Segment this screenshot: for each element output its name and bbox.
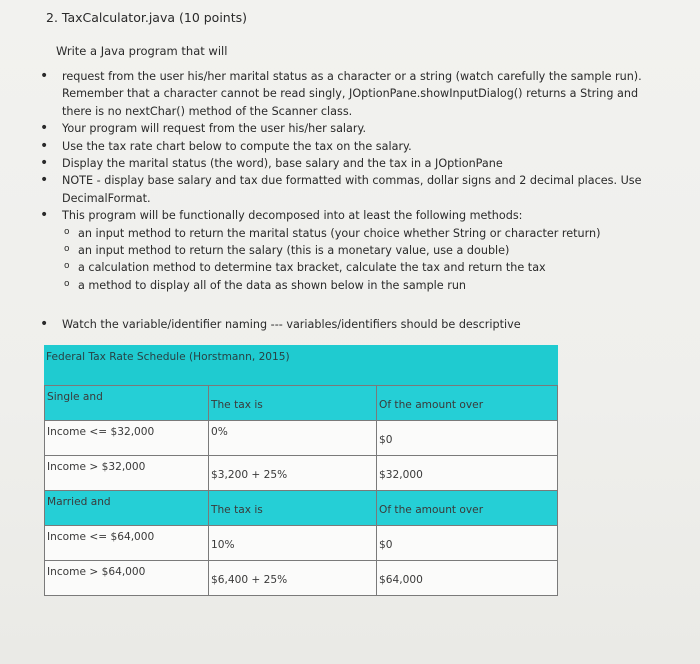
table-row xyxy=(45,456,558,491)
table-row xyxy=(45,421,558,456)
list-item: • request from the user his/her marital status as a character or a string (watch carefully the sample run). Remember that a character cannot be read singly, JOptionPane.showInputDialog() returns a String and there is no nextChar() method of the Scanner class. xyxy=(62,68,662,120)
cell-text: $0 xyxy=(379,539,393,551)
table-cell xyxy=(377,526,558,561)
table-cell: Income <= $32,000 xyxy=(45,421,209,456)
cell-text: $0 xyxy=(379,434,393,446)
table-title: Federal Tax Rate Schedule (Horstmann, 2015) xyxy=(44,345,558,385)
table-cell xyxy=(209,456,377,491)
table-cell xyxy=(377,491,558,526)
cell-text: $3,200 + 25% xyxy=(211,469,288,481)
cell-text: Of the amount over xyxy=(379,399,484,411)
table-cell: 0% xyxy=(209,421,377,456)
table-cell xyxy=(377,421,558,456)
list-item: • Your program will request from the user his/her salary. xyxy=(62,120,662,137)
list-item: • Use the tax rate chart below to compute the tax on the salary. xyxy=(62,138,662,155)
table-cell xyxy=(377,386,558,421)
cell-text: $64,000 xyxy=(379,574,423,586)
list-item xyxy=(62,207,662,294)
requirements-list xyxy=(62,68,662,294)
sub-list-item: o a method to display all of the data as shown below in the sample run xyxy=(78,277,662,294)
tax-rate-table xyxy=(44,385,558,596)
question-heading: 2. TaxCalculator.java (10 points) xyxy=(46,10,248,25)
table-cell xyxy=(209,386,377,421)
cell-text: The tax is xyxy=(211,504,263,516)
table-row xyxy=(45,491,558,526)
intro-text: Write a Java program that will xyxy=(56,44,228,58)
cell-text: $6,400 + 25% xyxy=(211,574,288,586)
sub-list-item: o a calculation method to determine tax bracket, calculate the tax and return the tax xyxy=(78,259,662,276)
table-cell xyxy=(377,456,558,491)
table-cell: Married and xyxy=(45,491,209,526)
naming-note: • Watch the variable/identifier naming --- variables/identifiers should be descriptive xyxy=(62,318,521,331)
cell-text: 10% xyxy=(211,539,235,551)
cell-text: Of the amount over xyxy=(379,504,484,516)
sub-list-item: o an input method to return the marital status (your choice whether String or character return) xyxy=(78,225,662,242)
cell-text: $32,000 xyxy=(379,469,423,481)
table-cell: Single and xyxy=(45,386,209,421)
table-row xyxy=(45,386,558,421)
methods-sublist xyxy=(62,225,662,295)
list-item-text: This program will be functionally decomposed into at least the following methods: xyxy=(62,209,523,223)
table-cell xyxy=(209,561,377,596)
list-item: • NOTE - display base salary and tax due formatted with commas, dollar signs and 2 decimal places. Use DecimalFormat. xyxy=(62,172,662,207)
table-cell xyxy=(377,561,558,596)
table-cell xyxy=(209,526,377,561)
cell-text: The tax is xyxy=(211,399,263,411)
table-cell: Income <= $64,000 xyxy=(45,526,209,561)
table-row xyxy=(45,561,558,596)
table-cell xyxy=(209,491,377,526)
table-cell: Income > $64,000 xyxy=(45,561,209,596)
list-item: • Display the marital status (the word), base salary and the tax in a JOptionPane xyxy=(62,155,662,172)
sub-list-item: o an input method to return the salary (this is a monetary value, use a double) xyxy=(78,242,662,259)
table-row xyxy=(45,526,558,561)
table-cell: Income > $32,000 xyxy=(45,456,209,491)
